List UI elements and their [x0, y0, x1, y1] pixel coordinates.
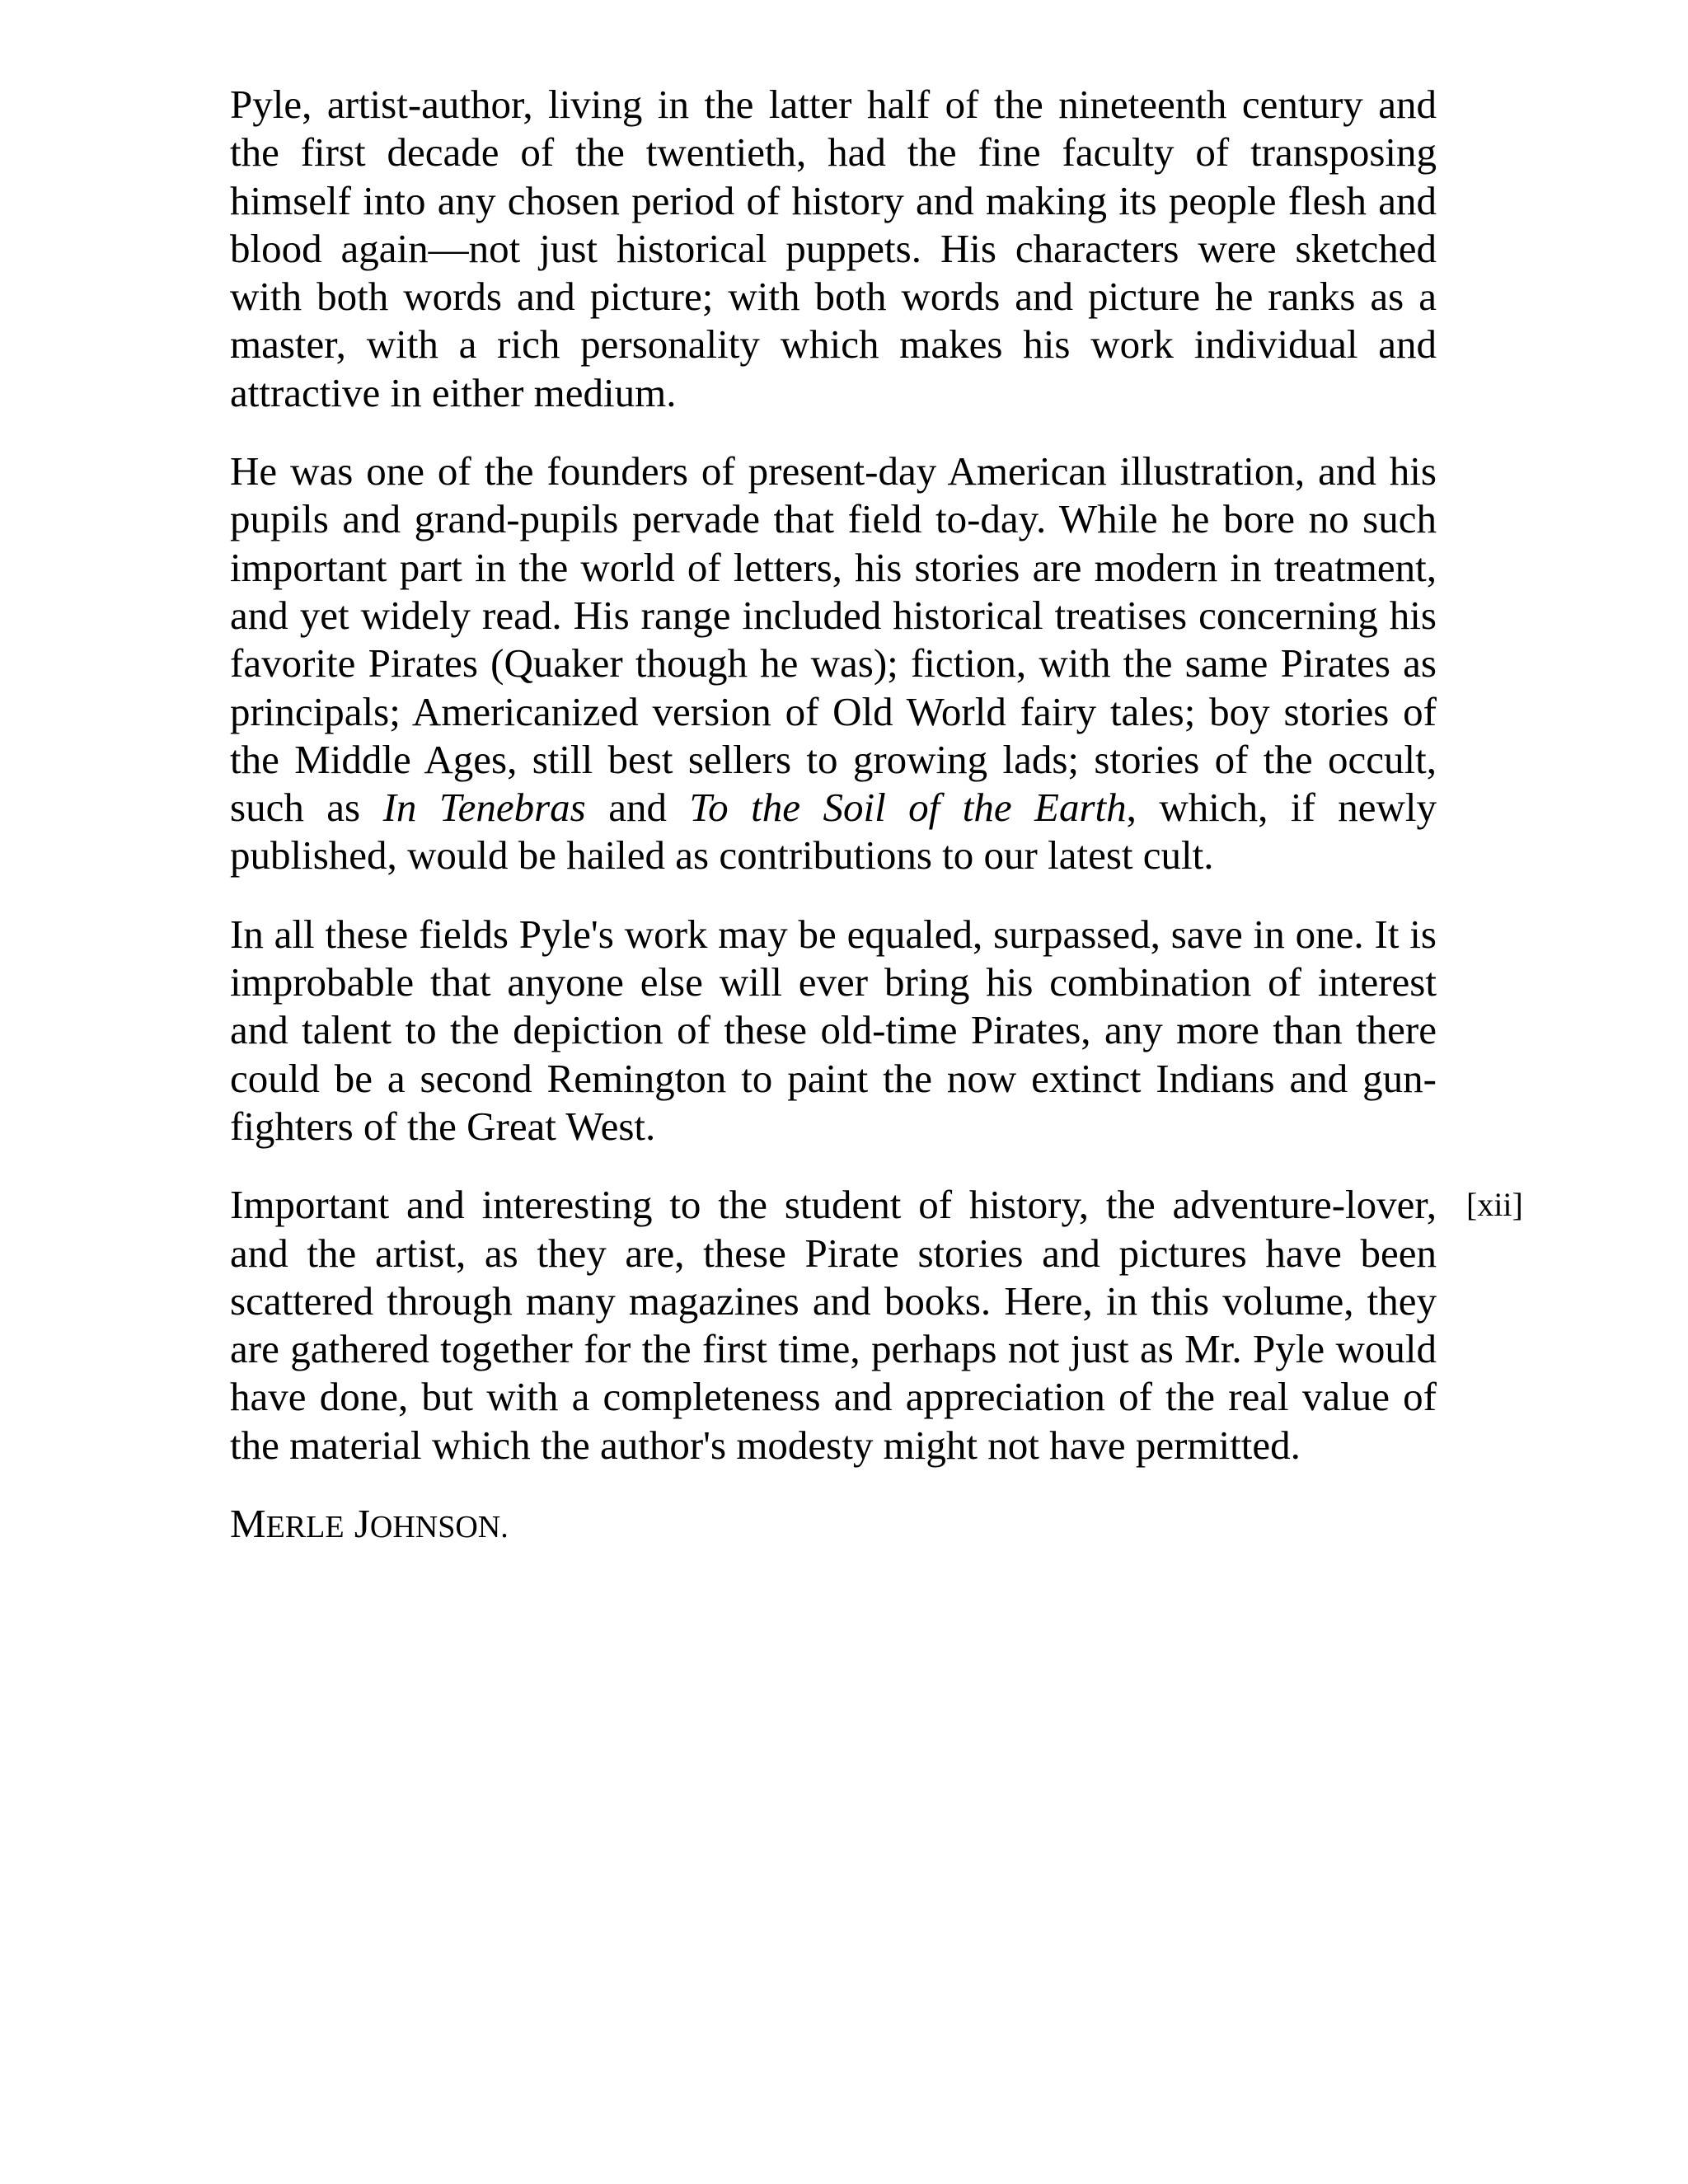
paragraph-3: In all these fields Pyle's work may be equaled, surpassed, save in one. It is improbable that anyone else will ever bring his combination of interest and talent to the depiction of these old-time Pirates, any more than there could be a second Remington to paint the now extinct Indians and gun-fighters of the Great West. — [230, 911, 1437, 1149]
paragraph-2-text-c: , which, if newly published, would be hailed as contributions to our latest cult. — [230, 785, 1437, 879]
signature-first-initial: M — [230, 1501, 266, 1547]
paragraph-4: Important and interesting to the student of history, the adventure-lover, and the artist, as they are, these Pirate stories and pictures have been scattered through many magazines and books. Here, in this volume, they are gathered together for the first time, perhaps not just as Mr. Pyle would have done, but with a completeness and appreciation of the real value of the material which the author's modesty might not have permitted. — [230, 1182, 1437, 1468]
paragraph-2-text-b: and — [585, 785, 690, 831]
book-title-to-the-soil-of-the-earth: To the Soil of the Earth — [689, 785, 1127, 831]
signature-last-rest: OHNSON. — [369, 1510, 509, 1545]
signature-last-initial: J — [354, 1501, 370, 1547]
author-signature — [230, 1500, 1437, 1551]
book-title-in-tenebras: In Tenebras — [382, 785, 586, 831]
document-page — [230, 81, 1523, 1551]
page-number: [xii] — [1466, 1186, 1523, 1224]
signature-first-rest: ERLE — [265, 1510, 345, 1545]
paragraph-4-wrapper — [230, 1181, 1523, 1469]
paragraph-2-text-a: He was one of the founders of present-day American illustration, and his pupils and grand-pupils pervade that field to-day. While he bore no such important part in the world of letters, his stories are modern in treatment, and yet widely read. His range included historical treatises concerning his favorite Pirates (Quaker though he was); fiction, with the same Pirates as principals; Americanized version of Old World fairy tales; boy stories of the Middle Ages, still best sellers to growing lads; stories of the occult, such as — [230, 448, 1437, 831]
paragraph-1: Pyle, artist-author, living in the latter half of the nineteenth century and the first decade of the twentieth, had the fine faculty of transposing himself into any chosen period of history and making its people flesh and blood again—not just historical puppets. His characters were sketched with both words and picture; with both words and picture he ranks as a master, with a rich personality which makes his work individual and attractive in either medium. — [230, 82, 1437, 415]
paragraph-2 — [230, 448, 1437, 880]
